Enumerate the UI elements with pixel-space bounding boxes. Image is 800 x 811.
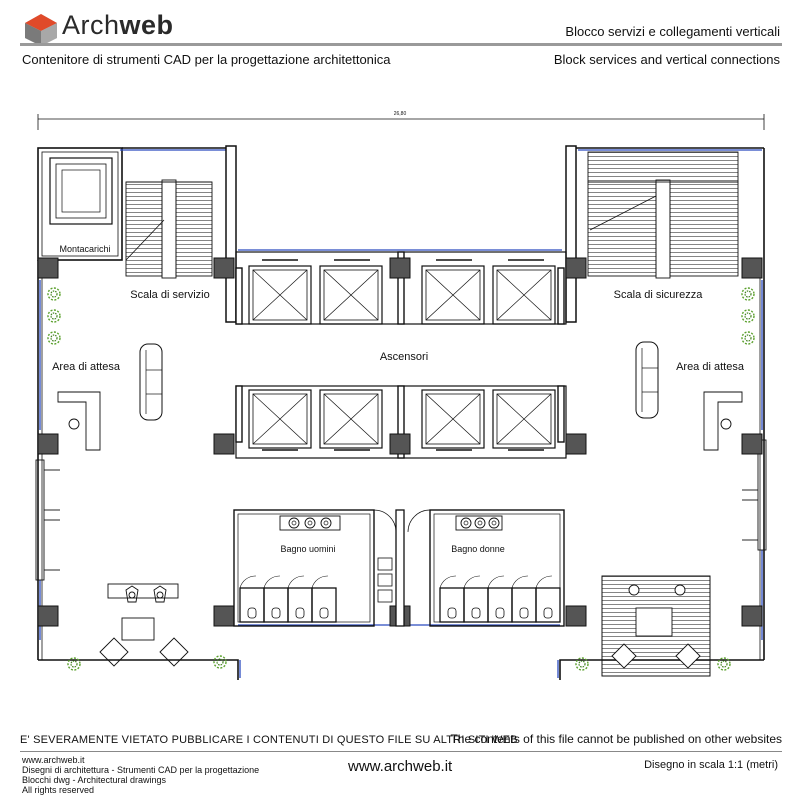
footer-line-1: www.archweb.it: [22, 755, 85, 765]
label-scala-sicurezza: Scala di sicurezza: [613, 289, 703, 301]
brand-wordmark: [62, 10, 174, 41]
subtitle-italian: Contenitore di strumenti CAD per la progettazione architettonica: [22, 52, 391, 67]
footer-rule: [20, 751, 782, 752]
subtitle-english: Block services and vertical connections: [553, 52, 780, 67]
dimension-line: [38, 111, 764, 130]
waiting-furniture-right: [636, 342, 742, 450]
floor-plan: [0, 100, 800, 720]
brand-part-2: web: [119, 10, 174, 40]
waiting-furniture-left: [58, 344, 188, 666]
brand-part-1: Arch: [62, 10, 120, 40]
label-montacarichi: Montacarichi: [59, 244, 111, 254]
footer-scale: Disegno in scala 1:1 (metri): [644, 759, 778, 771]
label-ascensori: Ascensori: [379, 351, 429, 363]
warning-english: The contents of this file cannot be published on other websites: [450, 732, 782, 746]
footer-credits: [22, 755, 259, 795]
header-rule: [20, 43, 782, 46]
footer-line-3: Blocchi dwg - Architectural drawings: [22, 775, 167, 785]
label-bagno-uomini: Bagno uomini: [280, 544, 336, 554]
restroom-corridor: [374, 510, 430, 626]
footer-line-4: All rights reserved: [22, 785, 95, 795]
restroom-women: [430, 510, 564, 626]
restroom-men: [234, 510, 374, 626]
page-title: Blocco servizi e collegamenti verticali: [565, 24, 780, 39]
lounge-rug-right: [602, 576, 710, 676]
dimension-label: 26,80: [393, 111, 407, 117]
archweb-logo-icon: [24, 13, 58, 47]
label-area-attesa-right: Area di attesa: [676, 361, 744, 373]
freight-lift: [50, 158, 112, 224]
label-bagno-donne: Bagno donne: [451, 544, 505, 554]
label-scala-servizio: Scala di servizio: [130, 289, 210, 301]
footer-line-2: Disegni di architettura - Strumenti CAD per la progettazione: [22, 765, 260, 775]
warning-italian: E' SEVERAMENTE VIETATO PUBBLICARE I CONTENUTI DI QUESTO FILE SU ALTRI SITI WEB: [20, 734, 518, 746]
label-area-attesa-left: Area di attesa: [52, 361, 120, 373]
footer-website-link[interactable]: www.archweb.it: [348, 758, 453, 775]
